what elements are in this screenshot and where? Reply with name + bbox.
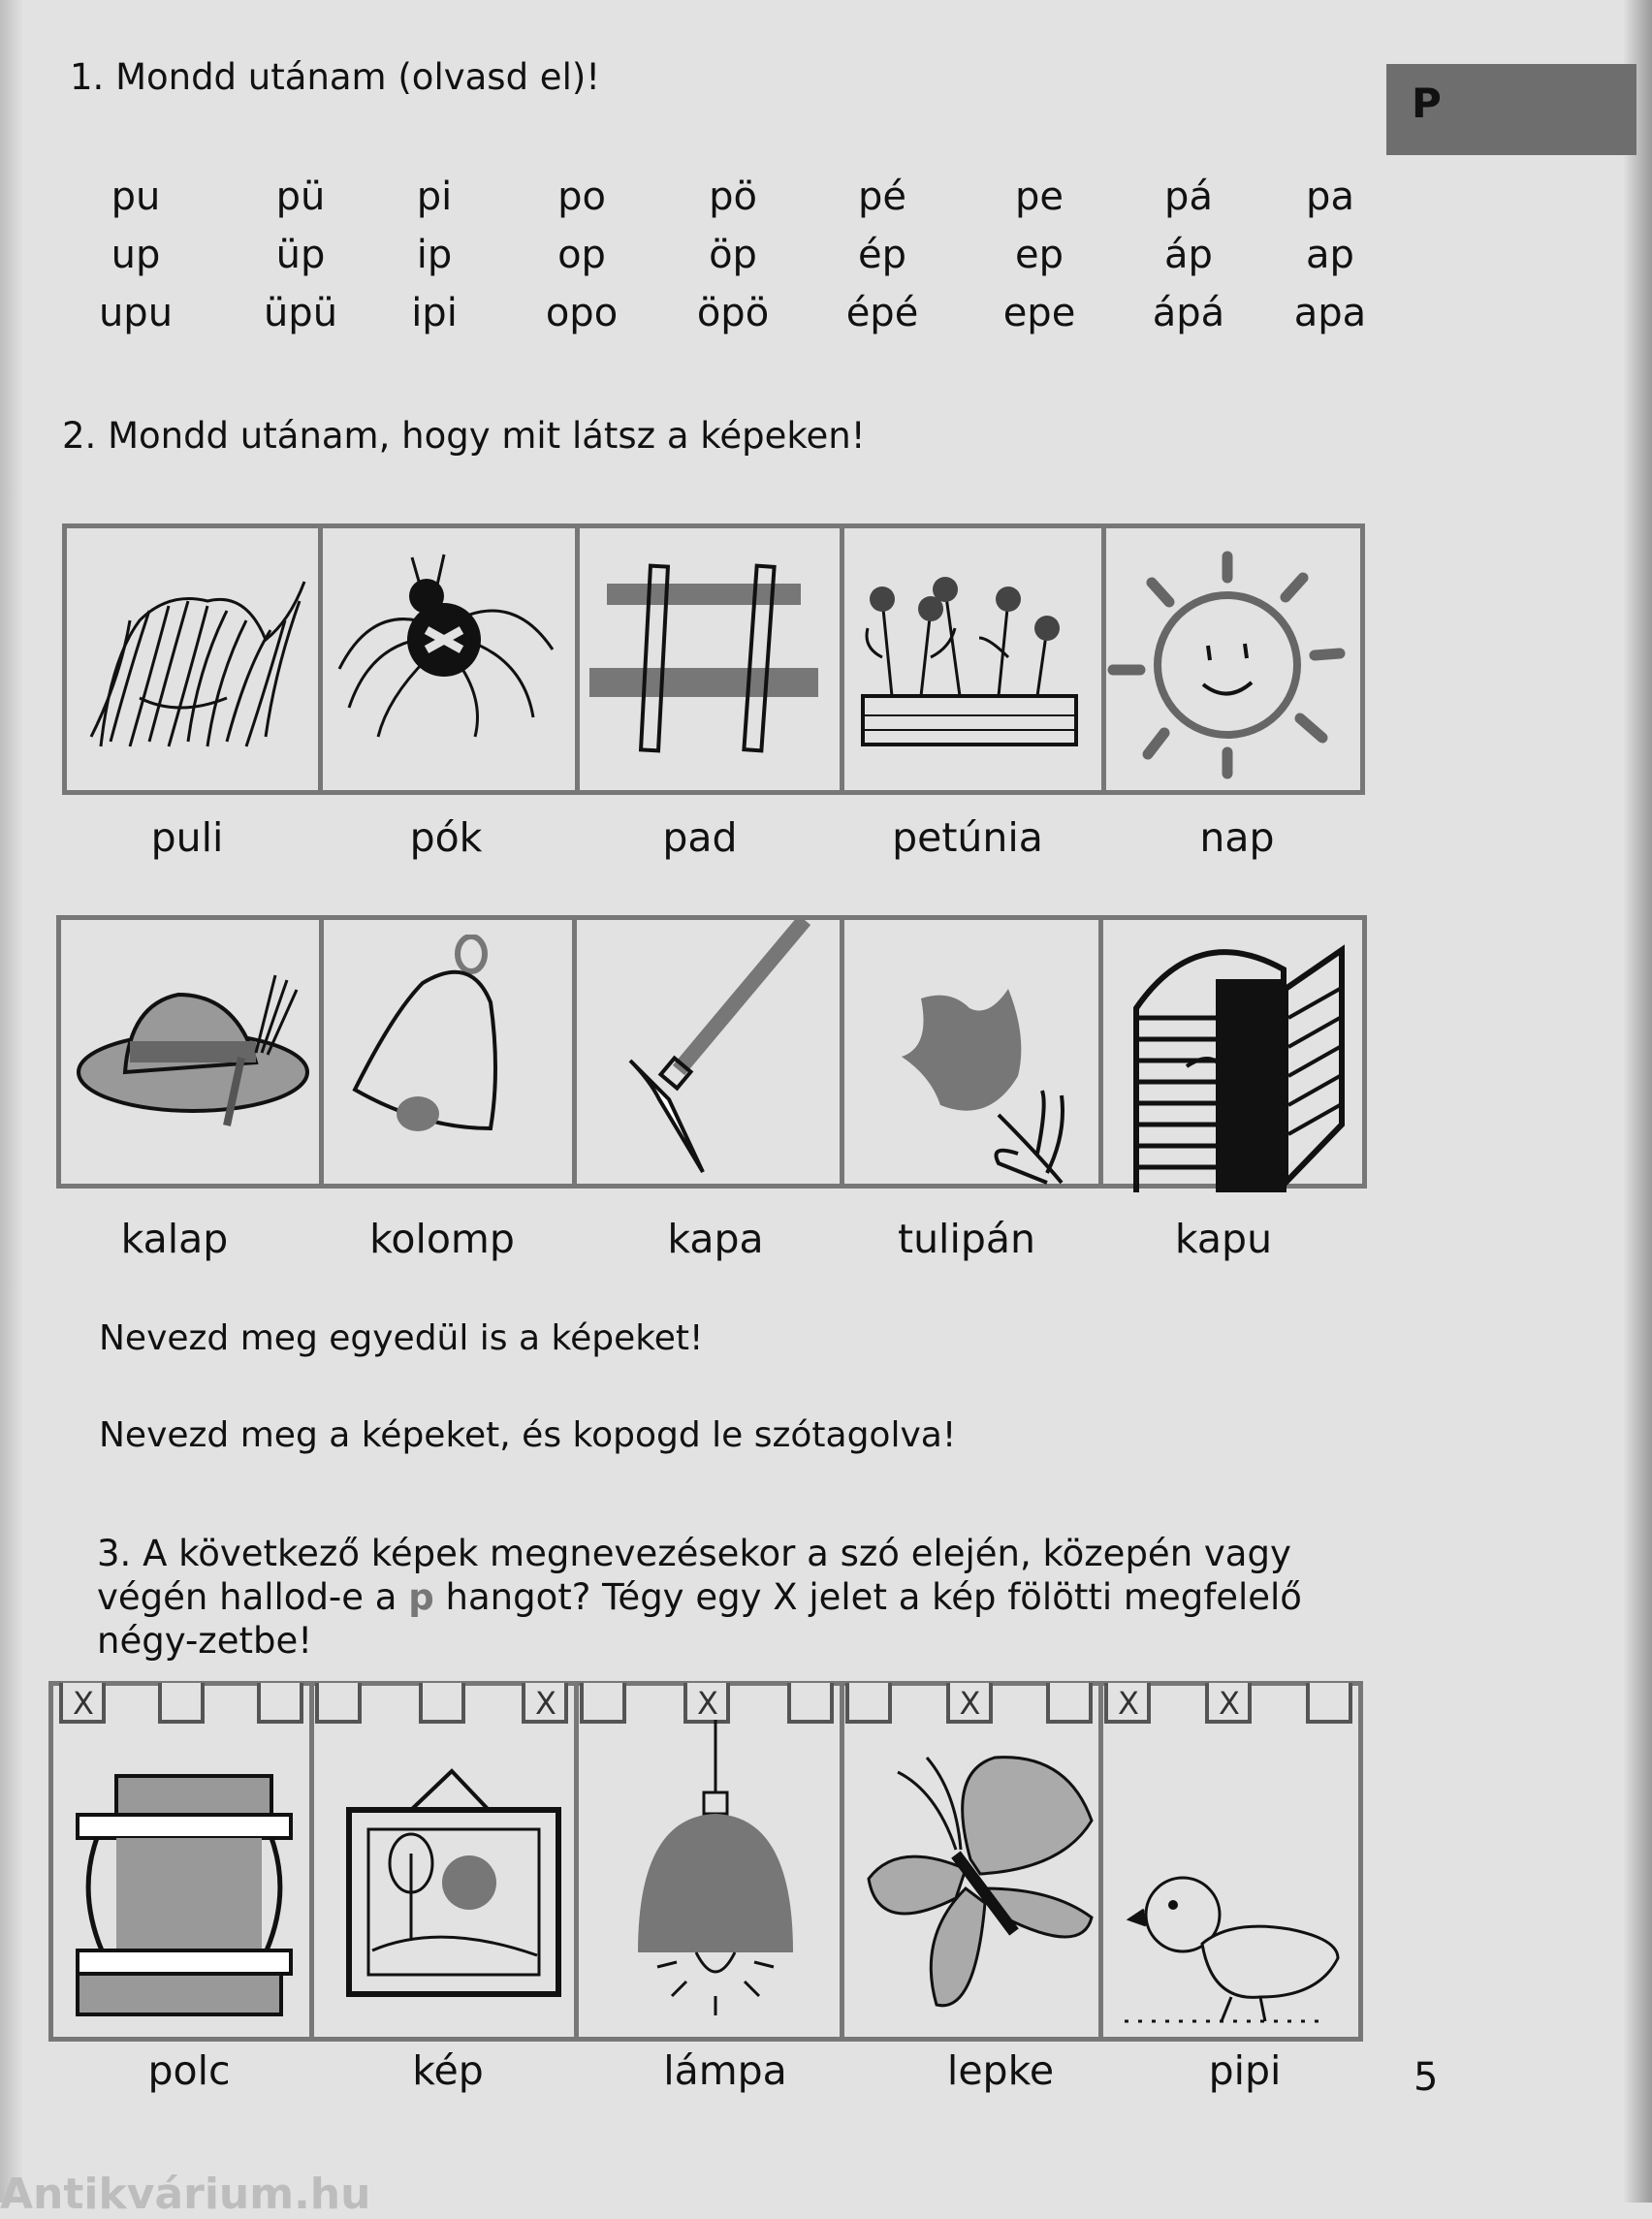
- watermark: Antikvárium.hu: [0, 2170, 371, 2219]
- syllable: apa: [1293, 291, 1367, 335]
- task3-text-after: hangot? Tégy egy X jelet a kép fölötti megfelelő négy-zetbe!: [97, 1576, 1302, 1662]
- syllable: pa: [1306, 174, 1354, 219]
- x-mark: X: [697, 1685, 718, 1722]
- syllable: ápá: [1152, 291, 1225, 335]
- butterfly-icon: [859, 1753, 1101, 2024]
- picture-label: lámpa: [663, 2047, 787, 2094]
- spider-icon: [330, 553, 562, 746]
- syllable: po: [557, 174, 606, 219]
- position-checkbox[interactable]: [1104, 1683, 1151, 1724]
- syllable: up: [111, 233, 161, 277]
- page-number: 5: [1414, 2055, 1439, 2100]
- syllable: op: [557, 233, 606, 277]
- position-checkbox[interactable]: [1306, 1683, 1352, 1724]
- picture-label: pók: [409, 814, 483, 861]
- syllable: ap: [1306, 233, 1354, 277]
- syllable: üpü: [263, 291, 338, 335]
- chapter-tab: [1386, 64, 1636, 155]
- lamp-icon: [628, 1720, 803, 2020]
- picture-label: kép: [412, 2047, 484, 2094]
- position-checkbox[interactable]: [845, 1683, 892, 1724]
- syllable: ip: [416, 233, 453, 277]
- bench-icon: [588, 556, 820, 760]
- picture-label: kalap: [120, 1216, 229, 1262]
- position-checkbox[interactable]: [1205, 1683, 1252, 1724]
- task1-heading: 1. Mondd utánam (olvasd el)!: [70, 56, 601, 98]
- position-checkbox[interactable]: [946, 1683, 993, 1724]
- tulip-icon: [892, 979, 1076, 1192]
- picture-label: pad: [662, 814, 738, 861]
- position-checkbox[interactable]: [257, 1683, 303, 1724]
- syllable: epe: [1002, 291, 1076, 335]
- task2-heading: 2. Mondd utánam, hogy mit látsz a képeken!: [62, 415, 866, 457]
- syllable: pi: [416, 174, 453, 219]
- syllable: pu: [111, 174, 161, 219]
- syllable: pá: [1164, 174, 1213, 219]
- syllable: áp: [1164, 233, 1213, 277]
- picture-label: kapa: [667, 1216, 764, 1262]
- position-checkbox[interactable]: [683, 1683, 730, 1724]
- page-edge-shadow: [1623, 0, 1652, 2203]
- position-checkbox[interactable]: [522, 1683, 568, 1724]
- picture-label: lepke: [946, 2047, 1055, 2094]
- position-checkbox[interactable]: [1046, 1683, 1093, 1724]
- hat-icon: [72, 966, 314, 1140]
- picture-label: nap: [1199, 814, 1275, 861]
- task3-text-before: 3. A következő képek megnevezésekor a szó elején, közepén vagy végén hallod-e a: [97, 1533, 1291, 1618]
- task3-instruction: [97, 1532, 1377, 1663]
- position-checkbox[interactable]: [158, 1683, 205, 1724]
- x-mark: X: [535, 1685, 556, 1722]
- syllable: upu: [98, 291, 174, 335]
- sun-icon: [1101, 549, 1353, 781]
- picture-label: puli: [150, 814, 224, 861]
- instruction-clap-syllables: Nevezd meg a képeket, és kopogd le szótagolva!: [99, 1415, 957, 1455]
- syllable: pe: [1015, 174, 1064, 219]
- gate-icon: [1128, 931, 1361, 1192]
- x-mark: X: [1118, 1685, 1139, 1722]
- petunia-flowerbox-icon: [853, 560, 1086, 754]
- picture-label: pipi: [1208, 2047, 1282, 2094]
- hoe-icon: [620, 915, 814, 1177]
- x-mark: X: [1219, 1685, 1240, 1722]
- syllable: öp: [709, 233, 757, 277]
- syllable: pü: [275, 174, 326, 219]
- position-checkbox[interactable]: [580, 1683, 626, 1724]
- picture-label: kapu: [1174, 1216, 1273, 1262]
- syllable: üp: [275, 233, 326, 277]
- picture-label: polc: [147, 2047, 231, 2094]
- syllable: ép: [858, 233, 906, 277]
- puli-dog-icon: [81, 562, 314, 756]
- shelf-icon: [68, 1766, 301, 2018]
- position-checkbox[interactable]: [59, 1683, 106, 1724]
- syllable: ep: [1015, 233, 1064, 277]
- syllable: opo: [545, 291, 619, 335]
- syllable: ipi: [411, 291, 458, 335]
- position-checkbox[interactable]: [419, 1683, 465, 1724]
- picture-label: petúnia: [892, 814, 1043, 861]
- picture-label: tulipán: [898, 1216, 1035, 1262]
- chick-icon: [1125, 1861, 1348, 2026]
- task3-letter: p: [408, 1576, 434, 1618]
- chapter-tab-letter: P: [1412, 79, 1442, 127]
- framed-picture-icon: [343, 1766, 566, 1999]
- instruction-name-alone: Nevezd meg egyedül is a képeket!: [99, 1318, 704, 1358]
- cowbell-icon: [345, 935, 520, 1148]
- picture-label: kolomp: [369, 1216, 515, 1262]
- page-gutter-shadow: [0, 0, 23, 2203]
- syllable: épé: [845, 291, 919, 335]
- syllable: öpö: [696, 291, 770, 335]
- position-checkbox[interactable]: [787, 1683, 834, 1724]
- syllable: pé: [858, 174, 906, 219]
- syllable: pö: [709, 174, 757, 219]
- position-checkbox[interactable]: [315, 1683, 362, 1724]
- x-mark: X: [959, 1685, 981, 1722]
- x-mark: X: [73, 1685, 94, 1722]
